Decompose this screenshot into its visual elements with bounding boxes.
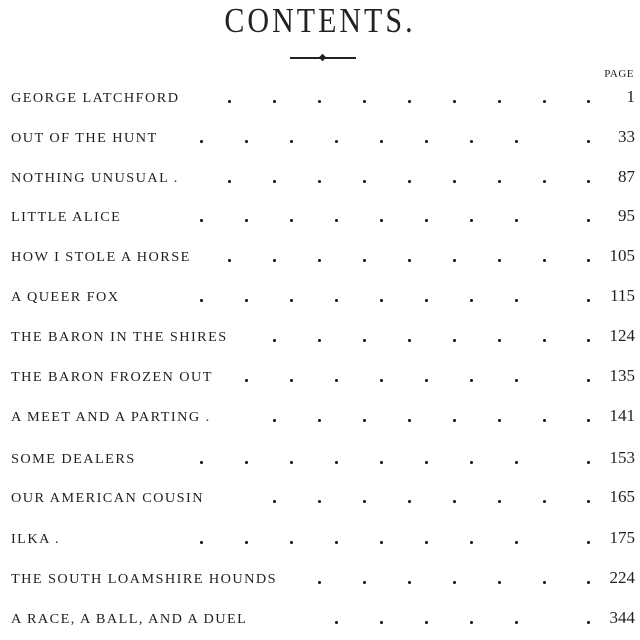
leader-dot: [587, 500, 590, 503]
leader-dot: [408, 259, 411, 262]
leader-dot: [228, 100, 231, 103]
leader-dot: [587, 379, 590, 382]
leader-dot: [453, 500, 456, 503]
leader-dot: [425, 219, 428, 222]
leader-dot: [470, 219, 473, 222]
leader-dot: [498, 180, 501, 183]
toc-entry: [0, 608, 640, 636]
leader-dot: [587, 100, 590, 103]
leader-dot: [587, 299, 590, 302]
leader-dot: [363, 581, 366, 584]
leader-dot: [498, 339, 501, 342]
toc-entry: [0, 286, 640, 314]
leader-dot: [363, 100, 366, 103]
leader-dot: [543, 581, 546, 584]
toc-entry-page: 87: [618, 167, 635, 186]
leader-dot: [587, 140, 590, 143]
toc-entry: [0, 127, 640, 155]
toc-entry: [0, 366, 640, 394]
leader-dot: [453, 259, 456, 262]
leader-dot: [363, 259, 366, 262]
toc-entry-title: A QUEER FOX: [11, 290, 120, 305]
leader-dot: [318, 339, 321, 342]
leader-dot: [515, 461, 518, 464]
leader-dot: [380, 219, 383, 222]
leader-dot: [470, 541, 473, 544]
leader-dot: [335, 299, 338, 302]
leader-dot: [470, 461, 473, 464]
leader-dot: [515, 299, 518, 302]
leader-dot: [335, 379, 338, 382]
leader-dot: [200, 461, 203, 464]
leader-dot: [335, 461, 338, 464]
leader-dot: [470, 379, 473, 382]
toc-entry: [0, 406, 640, 434]
leader-dot: [273, 419, 276, 422]
leader-dot: [363, 419, 366, 422]
leader-dot: [380, 299, 383, 302]
leader-dot: [515, 140, 518, 143]
leader-dot: [380, 541, 383, 544]
leader-dot: [408, 100, 411, 103]
toc-entry: [0, 87, 640, 115]
toc-entry-page: 153: [609, 448, 635, 467]
leader-dot: [543, 500, 546, 503]
toc-entry-page: 33: [618, 127, 635, 146]
leader-dot: [245, 140, 248, 143]
toc-entry-page: 344: [609, 608, 635, 627]
toc-entry: [0, 528, 640, 556]
leader-dot: [543, 419, 546, 422]
leader-dot: [425, 461, 428, 464]
toc-entry-title: ILKA .: [11, 532, 61, 547]
leader-dot: [363, 339, 366, 342]
leader-dot: [228, 259, 231, 262]
toc-entry-title: HOW I STOLE A HORSE: [11, 250, 191, 265]
leader-dot: [425, 140, 428, 143]
leader-dot: [408, 581, 411, 584]
leader-dot: [318, 100, 321, 103]
leader-dot: [543, 100, 546, 103]
leader-dot: [335, 621, 338, 624]
toc-entry: [0, 448, 640, 476]
leader-dot: [245, 379, 248, 382]
leader-dot: [290, 299, 293, 302]
leader-dot: [425, 379, 428, 382]
toc-entry: [0, 568, 640, 596]
leader-dot: [498, 419, 501, 422]
leader-dot: [587, 259, 590, 262]
leader-dot: [318, 180, 321, 183]
leader-dot: [380, 621, 383, 624]
leader-dot: [273, 100, 276, 103]
leader-dot: [335, 140, 338, 143]
leader-dot: [425, 299, 428, 302]
leader-dot: [515, 379, 518, 382]
divider-ornament: [290, 57, 356, 59]
leader-dot: [245, 461, 248, 464]
leader-dot: [408, 500, 411, 503]
toc-entry-page: 141: [609, 406, 635, 425]
toc-entry-page: 1: [626, 87, 635, 106]
leader-dot: [498, 100, 501, 103]
toc-entry-page: 165: [609, 487, 635, 506]
leader-dot: [543, 180, 546, 183]
leader-dot: [453, 100, 456, 103]
leader-dot: [290, 379, 293, 382]
leader-dot: [245, 219, 248, 222]
leader-dot: [498, 259, 501, 262]
leader-dot: [380, 140, 383, 143]
leader-dot: [408, 180, 411, 183]
toc-entry-title: SOME DEALERS: [11, 452, 136, 467]
leader-dot: [380, 379, 383, 382]
page-column-label: PAGE: [604, 68, 634, 80]
toc-entry-title: NOTHING UNUSUAL .: [11, 171, 179, 186]
leader-dot: [200, 219, 203, 222]
leader-dot: [453, 339, 456, 342]
leader-dot: [587, 621, 590, 624]
leader-dot: [587, 419, 590, 422]
leader-dot: [290, 219, 293, 222]
leader-dot: [587, 541, 590, 544]
toc-entry-title: OUT OF THE HUNT: [11, 131, 158, 146]
toc-entry-title: OUR AMERICAN COUSIN: [11, 491, 204, 506]
leader-dot: [245, 541, 248, 544]
leader-dot: [318, 581, 321, 584]
toc-entry-title: GEORGE LATCHFORD: [11, 91, 180, 106]
leader-dot: [318, 500, 321, 503]
leader-dot: [470, 621, 473, 624]
leader-dot: [408, 339, 411, 342]
toc-entry-page: 124: [609, 326, 635, 345]
toc-entry-title: THE BARON FROZEN OUT: [11, 370, 213, 385]
toc-entry-page: 175: [609, 528, 635, 547]
leader-dot: [470, 299, 473, 302]
leader-dot: [425, 541, 428, 544]
toc-entry-title: THE SOUTH LOAMSHIRE HOUNDS: [11, 572, 278, 587]
leader-dot: [515, 621, 518, 624]
toc-entry: [0, 206, 640, 234]
leader-dot: [290, 541, 293, 544]
leader-dot: [290, 461, 293, 464]
leader-dot: [498, 500, 501, 503]
leader-dot: [318, 419, 321, 422]
toc-entry: [0, 167, 640, 195]
toc-entry-page: 135: [609, 366, 635, 385]
leader-dot: [587, 461, 590, 464]
toc-entry: [0, 246, 640, 274]
leader-dot: [200, 140, 203, 143]
toc-entry: [0, 326, 640, 354]
page-title: CONTENTS.: [224, 2, 416, 40]
leader-dot: [200, 541, 203, 544]
leader-dot: [290, 140, 293, 143]
leader-dot: [587, 180, 590, 183]
leader-dot: [453, 419, 456, 422]
leader-dot: [273, 180, 276, 183]
leader-dot: [245, 299, 248, 302]
leader-dot: [498, 581, 501, 584]
leader-dot: [335, 219, 338, 222]
toc-entry-title: A RACE, A BALL, AND A DUEL: [11, 612, 248, 627]
leader-dot: [453, 581, 456, 584]
leader-dot: [318, 259, 321, 262]
leader-dot: [228, 180, 231, 183]
leader-dot: [587, 581, 590, 584]
leader-dot: [273, 500, 276, 503]
leader-dot: [335, 541, 338, 544]
toc-entry-page: 224: [609, 568, 635, 587]
leader-dot: [273, 259, 276, 262]
leader-dot: [408, 419, 411, 422]
leader-dot: [543, 259, 546, 262]
toc-entry-page: 95: [618, 206, 635, 225]
leader-dot: [273, 339, 276, 342]
leader-dot: [515, 541, 518, 544]
leader-dot: [380, 461, 383, 464]
leader-dot: [453, 180, 456, 183]
toc-entry-title: LITTLE ALICE: [11, 210, 122, 225]
leader-dot: [543, 339, 546, 342]
leader-dot: [425, 621, 428, 624]
leader-dot: [363, 500, 366, 503]
toc-entry-title: A MEET AND A PARTING .: [11, 410, 211, 425]
leader-dot: [587, 339, 590, 342]
leader-dot: [200, 299, 203, 302]
toc-entry-page: 105: [609, 246, 635, 265]
toc-entry-page: 115: [610, 286, 635, 305]
leader-dot: [515, 219, 518, 222]
toc-entry-title: THE BARON IN THE SHIRES: [11, 330, 228, 345]
leader-dot: [363, 180, 366, 183]
leader-dot: [470, 140, 473, 143]
leader-dot: [587, 219, 590, 222]
toc-entry: [0, 487, 640, 515]
